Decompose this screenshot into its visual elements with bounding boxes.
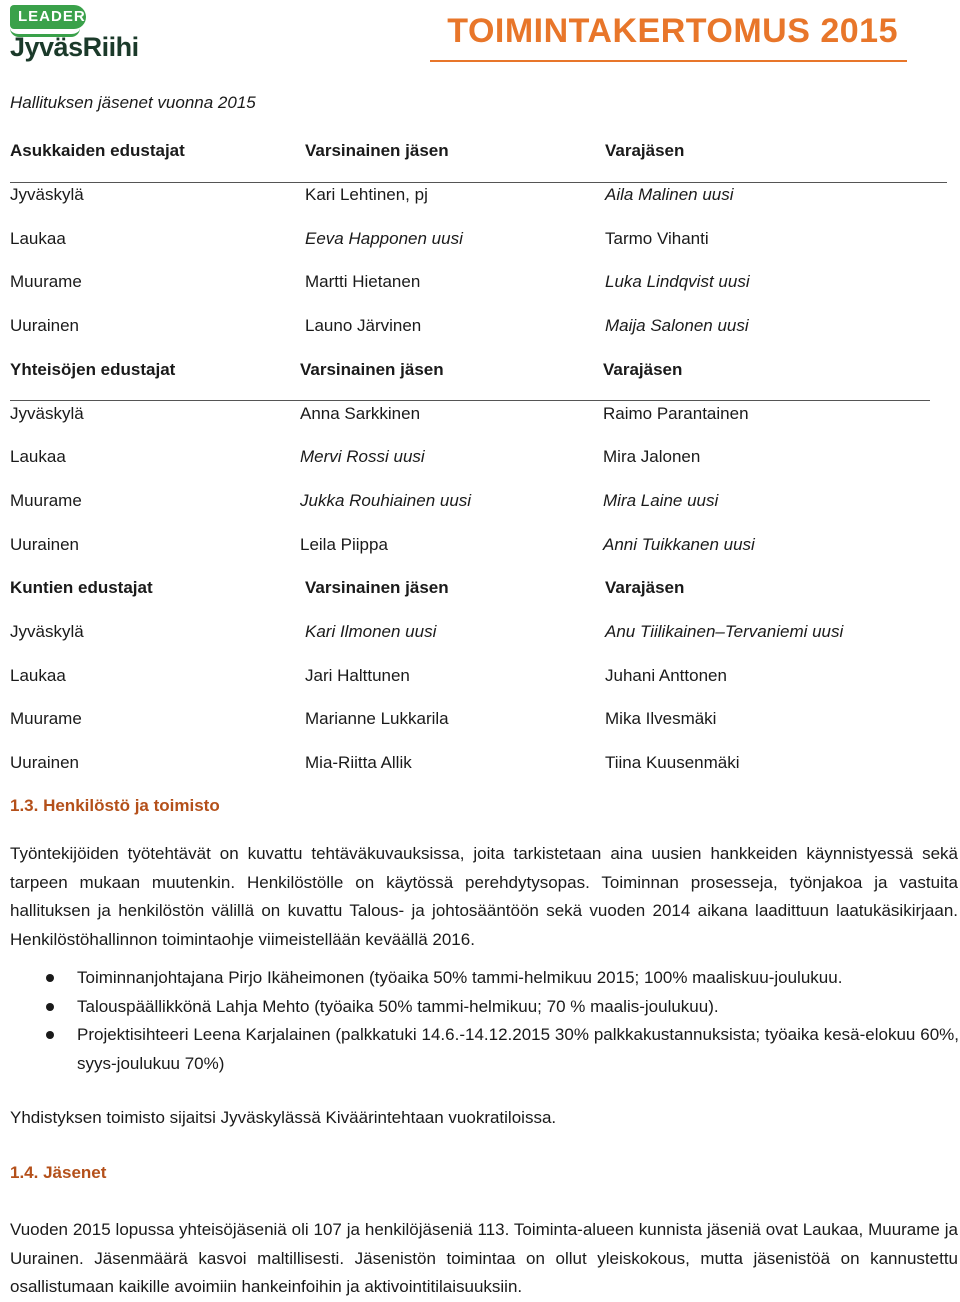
municipality-cell: Jyväskylä [10,185,84,204]
municipality-cell: Uurainen [10,753,79,772]
member-cell: Jukka Rouhiainen uusi [300,491,472,510]
municipality-cell: Jyväskylä [10,622,84,641]
section-divider [10,182,947,183]
staff-paragraph: Työntekijöiden työtehtävät on kuvattu tehtäväkuvauksissa, joita tarkistetaan aina uusien hankkeiden käynnistyessä sekä tarpeen mukaan muutenkin. Henkilöstölle on käytössä perehdytysopas. Toiminnan prosesseja, työnjakoa ja vastuita hallituksen ja henkilöstön välillä on kuvattu Talous- ja johtosääntöön sekä vuoden 2014 aikana laadittuun laatukäsikirjaan. Henkilöstöhallinnon toimintaohje viimeistellään keväällä 2016. [10,844,958,949]
municipality-cell: Muurame [10,491,82,510]
member-cell: Leila Piippa [300,535,388,554]
member-cell: Martti Hietanen [305,272,421,291]
board-title: Hallituksen jäsenet vuonna 2015 [10,93,256,112]
section-header-member: Varsinainen jäsen [305,141,449,160]
logo-brand-text: JyväsRiihi [10,32,139,62]
municipality-cell: Muurame [10,272,82,291]
municipality-cell: Uurainen [10,316,79,335]
section-header-deputy: Varajäsen [603,360,683,379]
bullet-item: Toiminnanjohtajana Pirjo Ikäheimonen (työaika 50% tammi-helmikuu 2015; 100% maaliskuu-joulukuu. [77,968,843,987]
section-header-group: Kuntien edustajat [10,578,153,597]
section-divider [10,400,930,401]
member-cell: Jari Halttunen [305,666,410,685]
deputy-cell: Raimo Parantainen [603,404,749,423]
document-title: TOIMINTAKERTOMUS 2015 [447,12,898,50]
deputy-cell: Mira Laine uusi [603,491,719,510]
section-header-deputy: Varajäsen [605,578,685,597]
deputy-cell: Mira Jalonen [603,447,701,466]
bullet-item: Talouspäällikkönä Lahja Mehto (työaika 50% tammi-helmikuu; 70 % maalis-joulukuu). [77,997,719,1016]
deputy-cell: Anu Tiilikainen–Tervaniemi uusi [605,622,844,641]
member-cell: Anna Sarkkinen [300,404,421,423]
section-heading-members: 1.4. Jäsenet [10,1163,107,1182]
member-cell: Mia-Riitta Allik [305,753,412,772]
section-heading-staff: 1.3. Henkilöstö ja toimisto [10,796,220,815]
title-underline [430,60,907,62]
deputy-cell: Maija Salonen uusi [605,316,749,335]
municipality-cell: Laukaa [10,666,66,685]
municipality-cell: Laukaa [10,447,66,466]
municipality-cell: Jyväskylä [10,404,84,423]
office-paragraph: Yhdistyksen toimisto sijaitsi Jyväskylässä Kiväärintehtaan vuokratiloissa. [10,1108,557,1127]
bullet-dot [46,1003,54,1011]
deputy-cell: Luka Lindqvist uusi [605,272,750,291]
bullet-item: Projektisihteeri Leena Karjalainen (palkkatuki 14.6.-14.12.2015 30% palkkakustannuksista; työaika kesä-elokuu 60%, syys-joulukuu 70%) [77,1025,959,1073]
deputy-cell: Anni Tuikkanen uusi [603,535,755,554]
deputy-cell: Tarmo Vihanti [605,229,709,248]
section-header-member: Varsinainen jäsen [305,578,449,597]
section-header-group: Asukkaiden edustajat [10,141,185,160]
jyvasriihi-logo [8,2,148,62]
deputy-cell: Juhani Anttonen [605,666,727,685]
member-cell: Mervi Rossi uusi [300,447,425,466]
deputy-cell: Tiina Kuusenmäki [605,753,740,772]
leader-badge-text: LEADER [18,8,86,25]
member-cell: Kari Ilmonen uusi [305,622,437,641]
bullet-dot [46,974,54,982]
section-header-deputy: Varajäsen [605,141,685,160]
municipality-cell: Uurainen [10,535,79,554]
section-header-group: Yhteisöjen edustajat [10,360,176,379]
leader-badge [10,5,86,29]
member-cell: Marianne Lukkarila [305,709,449,728]
deputy-cell: Aila Malinen uusi [605,185,734,204]
bullet-dot [46,1031,54,1039]
section-header-member: Varsinainen jäsen [300,360,444,379]
member-cell: Launo Järvinen [305,316,422,335]
members-paragraph: Vuoden 2015 lopussa yhteisöjäseniä oli 107 ja henkilöjäseniä 113. Toiminta-alueen kunnista jäseniä ovat Laukaa, Muurame ja Uurainen. Jäsenmäärä kasvoi maltillisesti. Jäsenistön toimintaa on ollut yleiskokous, mutta jäsenistöä on kannustettu osallistumaan kaikille avoimiin hankeinfoihin ja aktivointitilaisuuksiin. [10,1220,958,1296]
municipality-cell: Muurame [10,709,82,728]
deputy-cell: Mika Ilvesmäki [605,709,717,728]
municipality-cell: Laukaa [10,229,66,248]
member-cell: Kari Lehtinen, pj [305,185,428,204]
member-cell: Eeva Happonen uusi [305,229,463,248]
